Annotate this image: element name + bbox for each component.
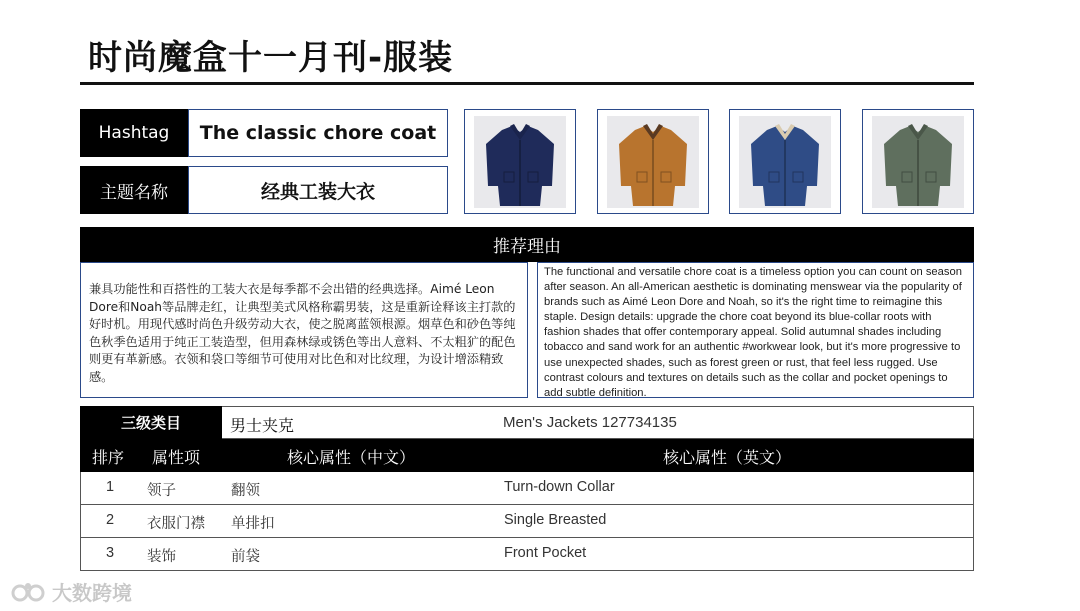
- theme-label: 主题名称: [80, 166, 188, 214]
- row-rank: 1: [106, 479, 115, 495]
- hashtag-label: Hashtag: [80, 109, 188, 157]
- reason-text-en: The functional and versatile chore coat is a timeless option you can count on season after season. An all-American aesthetic is dominating menswear via the popularity of brands such as Aimé Leon Dore and Noah, so it's the right time to reimagine this staple. Design details: upgrade the chore coat beyond its blue-collar roots with fashion shades that offer contemporary appeal. Solid autumnal shades including tobacco and sand work for an authentic #workwear look, but it's more progressive to use unexpected shades, such as forest green or rust, that feel less rugged. Use contrast colours and textures on details such as the collar and pocket openings to add subtle definition.: [537, 262, 974, 398]
- theme-value: 经典工装大衣: [188, 166, 448, 214]
- jacket-image: [607, 116, 699, 208]
- row-core-cn: 单排扣: [231, 516, 275, 532]
- row-core-cn: 前袋: [231, 549, 260, 565]
- product-image-4[interactable]: [862, 109, 974, 214]
- jacket-icon: [474, 116, 566, 208]
- category-row: [222, 406, 974, 439]
- table-row: [80, 472, 974, 505]
- page-title: 时尚魔盒十一月刊-服装: [88, 38, 454, 78]
- category-cn: 男士夹克: [230, 416, 295, 435]
- header-core-en: 核心属性（英文）: [663, 448, 792, 467]
- table-row: [80, 538, 974, 571]
- attribute-table-header: [80, 439, 974, 472]
- header-core-cn: 核心属性（中文）: [287, 448, 416, 467]
- row-core-en: Single Breasted: [504, 512, 607, 528]
- row-attr: 领子: [147, 483, 176, 499]
- row-core-en: Turn-down Collar: [504, 479, 615, 495]
- jacket-icon: [607, 116, 699, 208]
- watermark: [10, 577, 132, 606]
- product-image-1[interactable]: [464, 109, 576, 214]
- product-image-3[interactable]: [729, 109, 841, 214]
- header-attr: 属性项: [152, 448, 201, 467]
- jacket-image: [474, 116, 566, 208]
- row-attr: 衣服门襟: [147, 516, 205, 532]
- jacket-icon: [872, 116, 964, 208]
- reason-header: 推荐理由: [80, 227, 974, 262]
- reason-text-cn: 兼具功能性和百搭性的工装大衣是每季都不会出错的经典选择。Aimé Leon Dore和Noah等品牌走红，让典型美式风格称霸男装，这是重新诠释该主打款的好时机。用现代感时尚色升级劳动大衣，使之脱离蓝领根源。烟草色和砂色等纯色秋季色适用于纯正工装造型，但用森林绿或锈色等出人意料、不太粗犷的配色则更有革新感。衣领和袋口等细节可使用对比色和对比纹理，为设计增添精致感。: [80, 262, 528, 398]
- header-rank: 排序: [92, 448, 125, 467]
- category-en: Men's Jackets 127734135: [503, 414, 677, 431]
- row-attr: 装饰: [147, 549, 176, 565]
- jacket-image: [872, 116, 964, 208]
- row-rank: 3: [106, 545, 115, 561]
- row-rank: 2: [106, 512, 115, 528]
- title-divider: [80, 82, 974, 85]
- watermark-text: 大数跨境: [52, 581, 132, 605]
- jacket-image: [739, 116, 831, 208]
- jacket-icon: [739, 116, 831, 208]
- table-row: [80, 505, 974, 538]
- row-core-en: Front Pocket: [504, 545, 587, 561]
- brand-logo-icon: [10, 581, 48, 603]
- category-label: 三级类目: [80, 406, 222, 439]
- hashtag-value: The classic chore coat: [188, 109, 448, 157]
- product-image-2[interactable]: [597, 109, 709, 214]
- row-core-cn: 翻领: [231, 483, 260, 499]
